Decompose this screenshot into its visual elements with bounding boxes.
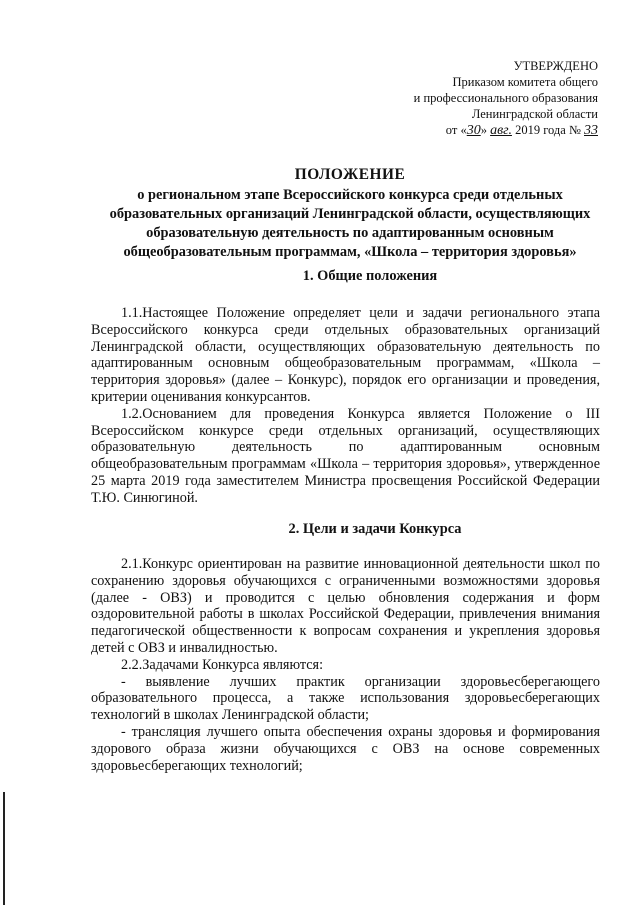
scan-edge-mark (3, 792, 5, 905)
approval-region: Ленинградской области (471, 107, 598, 121)
title-line: образовательную деятельность по адаптированным основным (146, 225, 554, 241)
document-title (80, 165, 620, 262)
approval-date-line (338, 122, 598, 139)
handwritten-day: 30 (466, 123, 481, 138)
section-1-body (91, 305, 600, 507)
date-year: 2019 года № (511, 123, 584, 137)
paragraph: 2.1.Конкурс ориентирован на развитие инновационной деятельности школ по сохранению здоровья обучающихся с ограниченными возможностями здоровья (далее - ОВЗ) и проводится с целью обновления содержания и форм оздоровительной работы в школах Российской Федерации, привлечения внимания педагогической общественности к вопросам сохранения и укрепления здоровья детей с ОВЗ и инвалидностью. (91, 556, 600, 656)
date-mid: » (480, 123, 491, 137)
title-line: общеобразовательным программам, «Школа – территория здоровья» (123, 244, 577, 260)
section-1-heading: 1. Общие положения (302, 268, 438, 284)
paragraph: 2.2.Задачами Конкурса являются: (121, 656, 324, 673)
handwritten-month: авг. (490, 123, 512, 138)
paragraph: 1.1.Настоящее Положение определяет цели и задачи регионального этапа Всероссийского конкурса среди отдельных образовательных организаций Ленинградской области, осуществляющих образовательную деятельность по адаптированным основным общеобразовательным программам, «Школа – территория здоровья» (далее – Конкурс), порядок его организации и проведения, критерии оценивания конкурсантов. (91, 305, 600, 405)
approval-label: УТВЕРЖДЕНО (513, 59, 598, 73)
paragraph: 1.2.Основанием для проведения Конкурса является Положение о III Всероссийском конкурсе среди отдельных организаций, осуществляющих образовательную деятельность по адаптированным основным общеобразовательным программам «Школа – территория здоровья», утвержденное 25 марта 2019 года заместителем Министра просвещения Российской Федерации Т.Ю. Синюгиной. (91, 405, 600, 506)
title-heading: ПОЛОЖЕНИЕ (294, 166, 406, 183)
approval-order: Приказом комитета общего (452, 75, 598, 89)
title-line: образовательных организаций Ленинградской области, осуществляющих (109, 206, 591, 222)
date-prefix: от « (445, 123, 467, 137)
approval-stamp (338, 58, 598, 139)
title-line: о региональном этапе Всероссийского конкурса среди отдельных (137, 187, 563, 203)
approval-committee: и профессионального образования (413, 91, 598, 105)
handwritten-number: 33 (584, 123, 598, 138)
section-2-heading: 2. Цели и задачи Конкурса (288, 521, 462, 537)
paragraph: - трансляция лучшего опыта обеспечения охраны здоровья и формирования здорового образа жизни обучающихся с ОВЗ на основе современных здоровьесберегающих технологий; (91, 723, 600, 774)
paragraph: - выявление лучших практик организации здоровьесберегающего образовательного процесса, а также использования здоровьесберегающих технологий в школах Ленинградской области; (91, 673, 600, 724)
section-2-body (91, 556, 600, 774)
